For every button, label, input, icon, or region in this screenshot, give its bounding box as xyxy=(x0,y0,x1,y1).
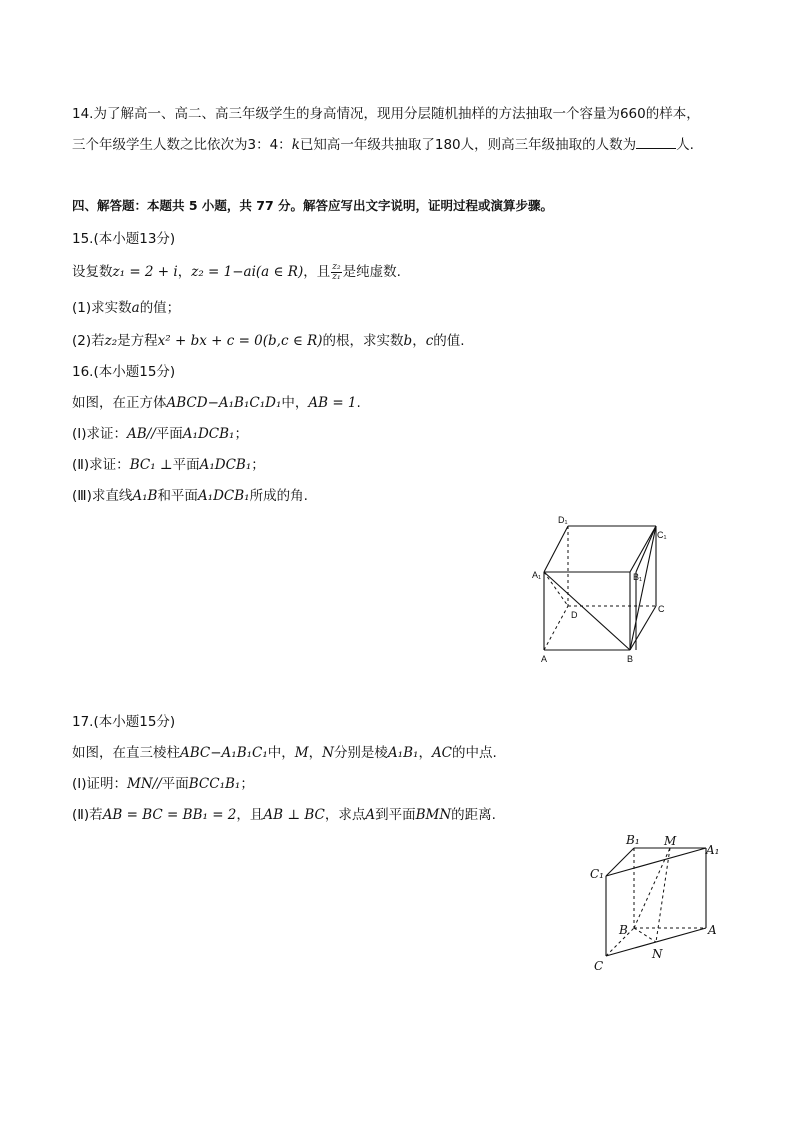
prism-figure xyxy=(586,830,732,976)
text: 分别是棱 xyxy=(333,745,388,761)
text: ， xyxy=(177,264,192,280)
math: AB// xyxy=(127,426,156,442)
label-a1: A₁ xyxy=(706,843,720,857)
text: (Ⅰ)求证： xyxy=(72,426,128,442)
math: AB = 1 xyxy=(308,395,357,411)
q15-part-2 xyxy=(72,331,465,351)
text: (Ⅰ)证明： xyxy=(72,776,128,792)
label-b1: B₁ xyxy=(626,833,640,847)
math: x² + bx + c = 0(b,c ∈ R) xyxy=(157,333,323,349)
q17-part-2 xyxy=(72,805,496,825)
text: ， xyxy=(418,745,432,761)
math: MN// xyxy=(127,776,162,792)
text: (Ⅲ)求直线 xyxy=(72,488,133,504)
text: ， xyxy=(412,333,426,349)
q16-stem xyxy=(72,393,361,413)
q16-part-3 xyxy=(72,486,308,506)
math: c xyxy=(425,333,434,349)
text: (Ⅱ)若 xyxy=(72,807,103,823)
math: ABCD−A₁B₁C₁D₁ xyxy=(166,395,282,411)
edge-c1a1 xyxy=(606,848,706,876)
label-b1: B₁ xyxy=(633,572,643,582)
math: A₁DCB₁ xyxy=(182,426,235,442)
q14-line-2 xyxy=(72,134,694,155)
math: N xyxy=(322,745,334,761)
math: A₁DCB₁ xyxy=(199,457,252,473)
text: 是纯虚数. xyxy=(342,264,401,280)
text: 中， xyxy=(267,745,295,761)
math: z₁ = 2 + i xyxy=(112,264,178,280)
text: 到平面 xyxy=(375,807,416,823)
label-c: C xyxy=(658,604,665,614)
text: . xyxy=(356,395,361,411)
q15-part-1 xyxy=(72,298,180,318)
q15-header: 15.(本小题13分) xyxy=(72,231,176,247)
text: ； xyxy=(251,457,265,473)
math: A₁B₁ xyxy=(387,745,419,761)
segment-b1c1-diag xyxy=(636,526,656,572)
q17-part-1 xyxy=(72,774,254,794)
label-b: B xyxy=(627,654,634,664)
label-m: M xyxy=(664,834,677,848)
text: (Ⅱ)求证： xyxy=(72,457,130,473)
text: ； xyxy=(234,426,248,442)
label-a1: A₁ xyxy=(532,570,542,580)
section-4-heading: 四、解答题：本题共 5 小题，共 77 分。解答应写出文字说明，证明过程或演算步骤。 xyxy=(72,198,554,213)
text: 中， xyxy=(281,395,309,411)
math: A₁B xyxy=(132,488,158,504)
text: ， xyxy=(308,745,323,761)
math: BMN xyxy=(415,807,452,823)
text: 的值； xyxy=(139,300,181,316)
text: (2)若 xyxy=(72,333,105,349)
edge-b1c1 xyxy=(630,526,656,572)
label-n: N xyxy=(652,947,663,961)
math: z₂ = 1−ai(a ∈ R) xyxy=(191,264,304,280)
hidden-segment-bm xyxy=(634,848,670,928)
q14-text: 三个年级学生人数之比依次为3：4： xyxy=(72,137,292,153)
math: AB = BC = BB₁ = 2 xyxy=(102,807,237,823)
q14-line-1: 14.为了解高一、高二、高三年级学生的身高情况，现用分层随机抽样的方法抽取一个容量为660的样本， xyxy=(72,106,700,122)
math: A₁DCB₁ xyxy=(197,488,250,504)
text: ； xyxy=(240,776,254,792)
q15-stem xyxy=(72,262,401,282)
q16-part-1 xyxy=(72,424,248,444)
hidden-segment-a1d xyxy=(544,572,568,606)
text: (1)求实数 xyxy=(72,300,132,316)
segment-a1b xyxy=(544,572,630,650)
q17-stem xyxy=(72,743,497,763)
q14-text: 人. xyxy=(676,137,694,153)
label-d: D xyxy=(571,610,578,620)
math: ABC−A₁B₁C₁ xyxy=(180,745,268,761)
text: 的中点. xyxy=(452,745,497,761)
edge-a1d1 xyxy=(544,526,568,572)
text: 的值. xyxy=(433,333,465,349)
text: 平面 xyxy=(161,776,189,792)
text: 平面 xyxy=(155,426,183,442)
text: ，求点 xyxy=(324,807,366,823)
text: ，且 xyxy=(303,264,331,280)
hidden-segment-mn xyxy=(656,848,670,942)
math: z₂ xyxy=(104,333,118,349)
label-a: A xyxy=(541,654,548,664)
text: 设复数 xyxy=(72,264,113,280)
math: A xyxy=(365,807,376,823)
text: ，且 xyxy=(236,807,264,823)
text: 的距离. xyxy=(451,807,496,823)
math: BC₁ ⊥ xyxy=(129,457,173,473)
frac-denominator: z₁ xyxy=(332,271,341,282)
math: b xyxy=(403,333,413,349)
q16-part-2 xyxy=(72,455,265,475)
text: 和平面 xyxy=(157,488,198,504)
math: BCC₁B₁ xyxy=(188,776,241,792)
text: 如图，在直三棱柱 xyxy=(72,745,180,761)
edge-bc xyxy=(630,606,656,650)
frac-numerator: z₂ xyxy=(332,261,341,272)
text: 如图，在正方体 xyxy=(72,395,167,411)
text: 所成的角. xyxy=(249,488,308,504)
q16-header: 16.(本小题15分) xyxy=(72,364,176,380)
text: 的根，求实数 xyxy=(322,333,404,349)
hidden-edge-ad xyxy=(544,606,568,650)
label-b: B xyxy=(619,923,628,937)
math: a xyxy=(131,300,140,316)
cube-figure xyxy=(528,512,676,668)
q17-header: 17.(本小题15分) xyxy=(72,714,176,730)
math: AB ⊥ BC xyxy=(263,807,325,823)
label-a: A xyxy=(708,923,717,937)
fraction-z2-over-z1 xyxy=(331,263,341,282)
text: 平面 xyxy=(172,457,200,473)
segment-bc1 xyxy=(630,526,656,650)
math: M xyxy=(294,745,309,761)
label-d1: D₁ xyxy=(558,515,568,525)
label-c1: C₁ xyxy=(590,867,604,881)
label-c: C xyxy=(594,959,604,973)
text: 是方程 xyxy=(117,333,158,349)
q14-text: 已知高一年级共抽取了180人，则高三年级抽取的人数为 xyxy=(299,137,637,153)
q14-k: k xyxy=(291,137,300,153)
label-c1: C₁ xyxy=(657,530,667,540)
math: AC xyxy=(431,745,453,761)
answer-blank xyxy=(636,134,676,149)
hidden-segment-bn xyxy=(634,928,656,942)
